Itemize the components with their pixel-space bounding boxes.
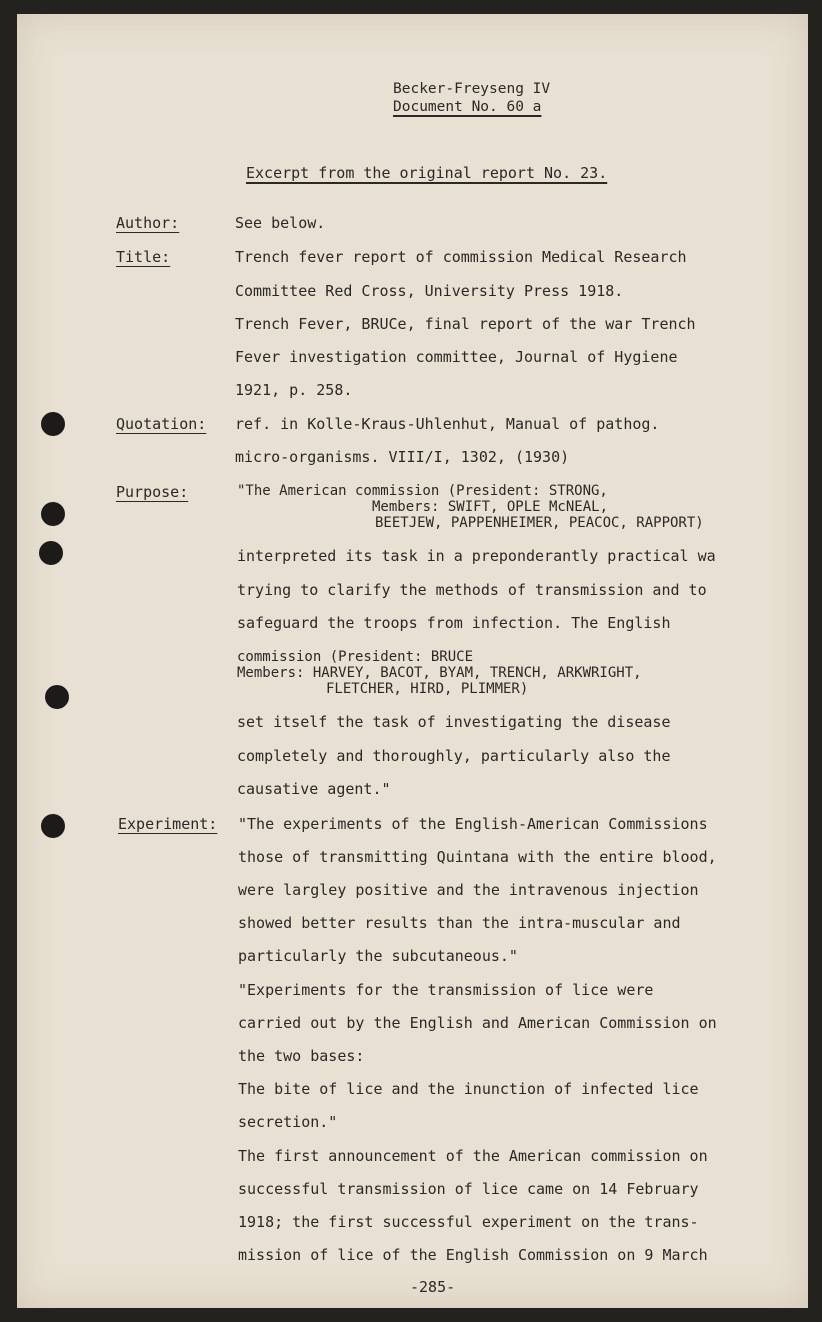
experiment-line: showed better results than the intra-muscular and bbox=[238, 914, 681, 932]
purpose-label: Purpose: bbox=[116, 483, 189, 501]
page-number: -285- bbox=[410, 1278, 456, 1296]
author-label: Author: bbox=[116, 214, 180, 232]
experiment-line: were largley positive and the intravenous injection bbox=[238, 881, 699, 899]
title-line: 1921, p. 258. bbox=[235, 381, 353, 399]
experiment-line: "The experiments of the English-American Commissions bbox=[238, 815, 708, 833]
punch-hole bbox=[39, 541, 63, 565]
title-label: Title: bbox=[116, 248, 171, 266]
experiment-line: particularly the subcutaneous." bbox=[238, 947, 518, 965]
purpose-line: set itself the task of investigating the disease bbox=[237, 713, 671, 731]
purpose-line: trying to clarify the methods of transmission and to bbox=[237, 581, 707, 599]
title-line: Fever investigation committee, Journal of Hygiene bbox=[235, 348, 678, 366]
experiment-line: carried out by the English and American Commission on bbox=[238, 1014, 717, 1032]
title-line: Trench fever report of commission Medical Research bbox=[235, 248, 687, 266]
punch-hole bbox=[41, 502, 65, 526]
quotation-line: ref. in Kolle-Kraus-Uhlenhut, Manual of pathog. bbox=[235, 415, 660, 433]
document-number: Document No. 60 a bbox=[393, 99, 542, 115]
experiment-label: Experiment: bbox=[118, 815, 218, 833]
author-value: See below. bbox=[235, 214, 326, 232]
title-line: Committee Red Cross, University Press 1918. bbox=[235, 282, 624, 300]
document-page bbox=[17, 14, 808, 1308]
punch-hole bbox=[41, 814, 65, 838]
page-title: Excerpt from the original report No. 23. bbox=[246, 164, 608, 182]
purpose-line: interpreted its task in a preponderantly practical wa bbox=[237, 547, 716, 565]
purpose-line: Members: SWIFT, OPLE McNEAL, bbox=[372, 499, 609, 515]
document-id: Becker-Freyseng IV bbox=[393, 81, 551, 97]
purpose-line: FLETCHER, HIRD, PLIMMER) bbox=[326, 681, 529, 697]
experiment-line: The bite of lice and the inunction of infected lice bbox=[238, 1080, 699, 1098]
punch-hole bbox=[41, 412, 65, 436]
experiment-line: "Experiments for the transmission of lice were bbox=[238, 981, 654, 999]
experiment-line: successful transmission of lice came on 14 February bbox=[238, 1180, 699, 1198]
experiment-line: secretion." bbox=[238, 1113, 338, 1131]
experiment-line: The first announcement of the American commission on bbox=[238, 1147, 708, 1165]
title-line: Trench Fever, BRUCe, final report of the war Trench bbox=[235, 315, 696, 333]
purpose-line: commission (President: BRUCE bbox=[237, 649, 474, 665]
experiment-line: 1918; the first successful experiment on the trans- bbox=[238, 1213, 699, 1231]
quotation-label: Quotation: bbox=[116, 415, 207, 433]
purpose-line: completely and thoroughly, particularly also the bbox=[237, 747, 671, 765]
quotation-line: micro-organisms. VIII/I, 1302, (1930) bbox=[235, 448, 570, 466]
purpose-line: causative agent." bbox=[237, 780, 391, 798]
purpose-line: "The American commission (President: STRONG, bbox=[237, 483, 608, 499]
purpose-line: safeguard the troops from infection. The English bbox=[237, 614, 671, 632]
punch-hole bbox=[45, 685, 69, 709]
purpose-line: Members: HARVEY, BACOT, BYAM, TRENCH, ARKWRIGHT, bbox=[237, 665, 642, 681]
experiment-line: those of transmitting Quintana with the entire blood, bbox=[238, 848, 717, 866]
purpose-line: BEETJEW, PAPPENHEIMER, PEACOC, RAPPORT) bbox=[375, 515, 704, 531]
experiment-line: mission of lice of the English Commission on 9 March bbox=[238, 1246, 708, 1264]
experiment-line: the two bases: bbox=[238, 1047, 365, 1065]
